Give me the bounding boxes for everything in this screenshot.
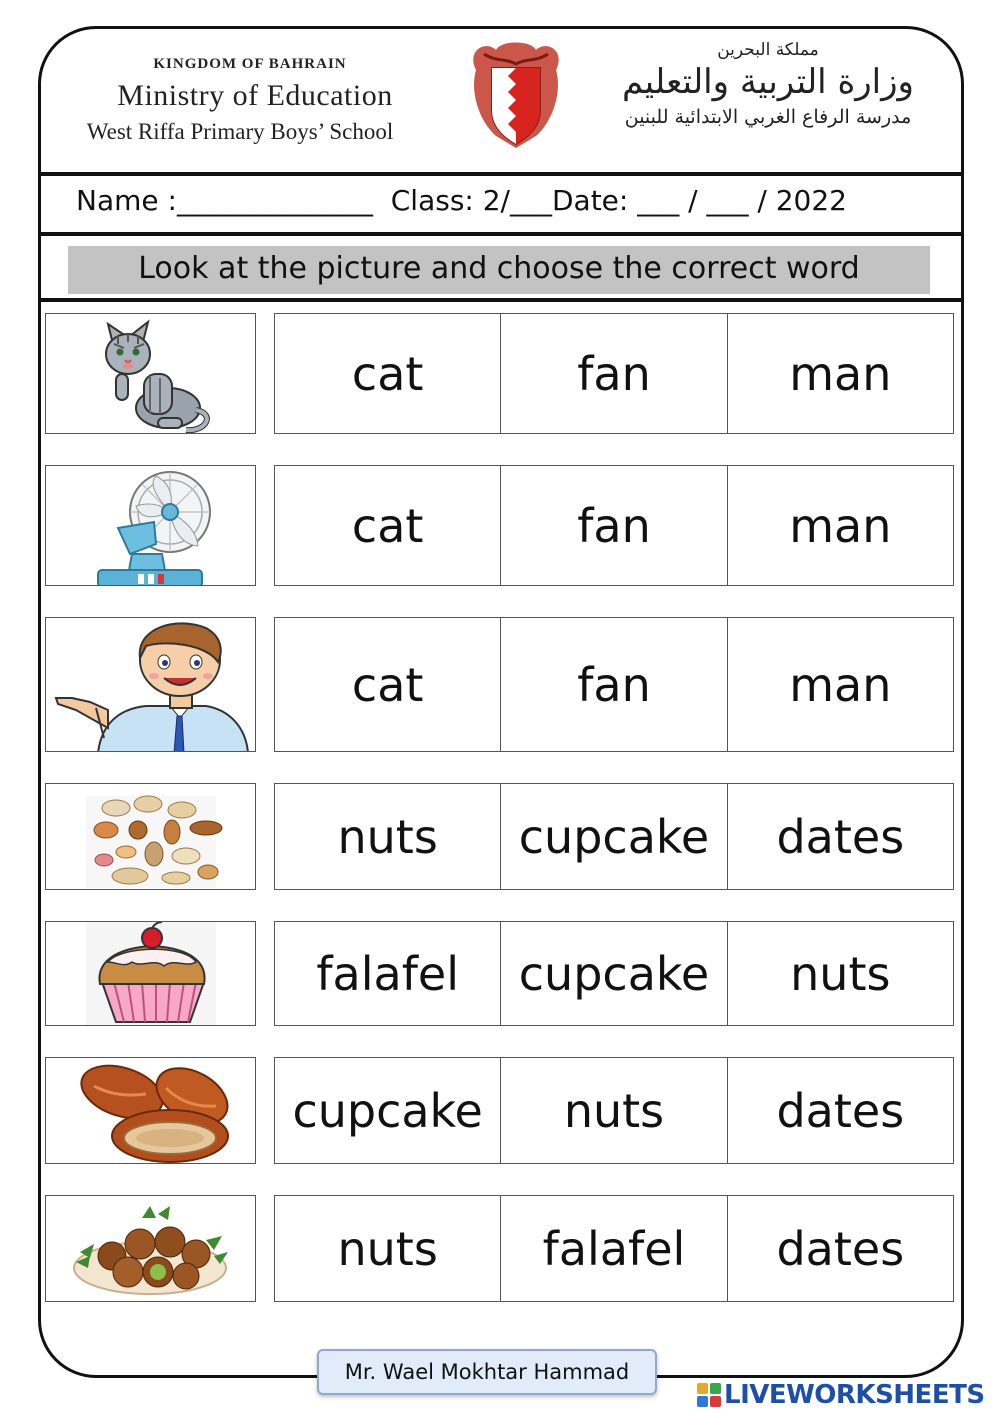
word-option[interactable]: cupcake bbox=[501, 784, 727, 889]
divider bbox=[38, 172, 964, 176]
kingdom-label: KINGDOM OF BAHRAIN bbox=[153, 56, 347, 72]
word-option[interactable]: fan bbox=[501, 314, 727, 433]
school-label: West Riffa Primary Boys’ School bbox=[86, 119, 394, 144]
student-info-line: Name :______________ Class: 2/___Date: ___ / ___ / 2022 bbox=[76, 184, 847, 217]
word-choice-row bbox=[274, 921, 954, 1026]
word-option[interactable]: cupcake bbox=[275, 1058, 501, 1163]
word-choice-row bbox=[274, 465, 954, 586]
word-option[interactable]: falafel bbox=[275, 922, 501, 1025]
word-choice-row bbox=[274, 1057, 954, 1164]
word-option[interactable]: cat bbox=[275, 466, 501, 585]
word-option[interactable]: dates bbox=[776, 809, 905, 864]
dates-picture bbox=[45, 1057, 256, 1164]
falafel-picture bbox=[45, 1195, 256, 1302]
word-choice-row bbox=[274, 313, 954, 434]
author-credit: Mr. Wael Mokhtar Hammad bbox=[317, 1349, 657, 1395]
word-choice-row bbox=[274, 1195, 954, 1302]
word-option[interactable]: nuts bbox=[501, 1058, 727, 1163]
brand-label: LIVEWORKSHEETS bbox=[724, 1380, 985, 1410]
bahrain-emblem-icon bbox=[466, 40, 566, 152]
instruction-banner: Look at the picture and choose the correct word bbox=[68, 246, 930, 294]
word-option[interactable]: nuts bbox=[275, 1196, 501, 1301]
word-option[interactable]: cat bbox=[275, 618, 501, 751]
arabic-ministry-label: وزارة التربية والتعليم bbox=[622, 62, 914, 102]
word-option[interactable]: fan bbox=[501, 618, 727, 751]
word-option[interactable]: cupcake bbox=[501, 922, 727, 1025]
liveworksheets-logo-icon bbox=[697, 1383, 721, 1407]
header-arabic bbox=[596, 40, 940, 128]
divider bbox=[38, 298, 964, 302]
word-option[interactable]: dates bbox=[776, 1221, 905, 1276]
divider bbox=[38, 232, 964, 236]
word-option[interactable]: falafel bbox=[501, 1196, 727, 1301]
word-option[interactable]: man bbox=[789, 657, 892, 712]
fan-picture bbox=[45, 465, 256, 586]
word-option[interactable]: cat bbox=[275, 314, 501, 433]
arabic-kingdom-label: مملكة البحرين bbox=[717, 40, 819, 60]
word-option[interactable]: man bbox=[789, 498, 892, 553]
man-picture bbox=[45, 617, 256, 752]
word-option[interactable]: fan bbox=[501, 466, 727, 585]
word-option[interactable]: nuts bbox=[275, 784, 501, 889]
word-option[interactable]: dates bbox=[776, 1083, 905, 1138]
word-choice-row bbox=[274, 617, 954, 752]
nuts-picture bbox=[45, 783, 256, 890]
arabic-school-label: مدرسة الرفاع الغربي الابتدائية للبنين bbox=[624, 106, 912, 128]
word-option[interactable]: nuts bbox=[790, 946, 891, 1001]
word-option[interactable]: man bbox=[789, 346, 892, 401]
cat-picture bbox=[45, 313, 256, 434]
header-english bbox=[80, 56, 480, 145]
liveworksheets-brand[interactable] bbox=[697, 1380, 985, 1410]
cupcake-picture bbox=[45, 921, 256, 1026]
word-choice-row bbox=[274, 783, 954, 890]
ministry-label: Ministry of Education bbox=[117, 79, 393, 112]
